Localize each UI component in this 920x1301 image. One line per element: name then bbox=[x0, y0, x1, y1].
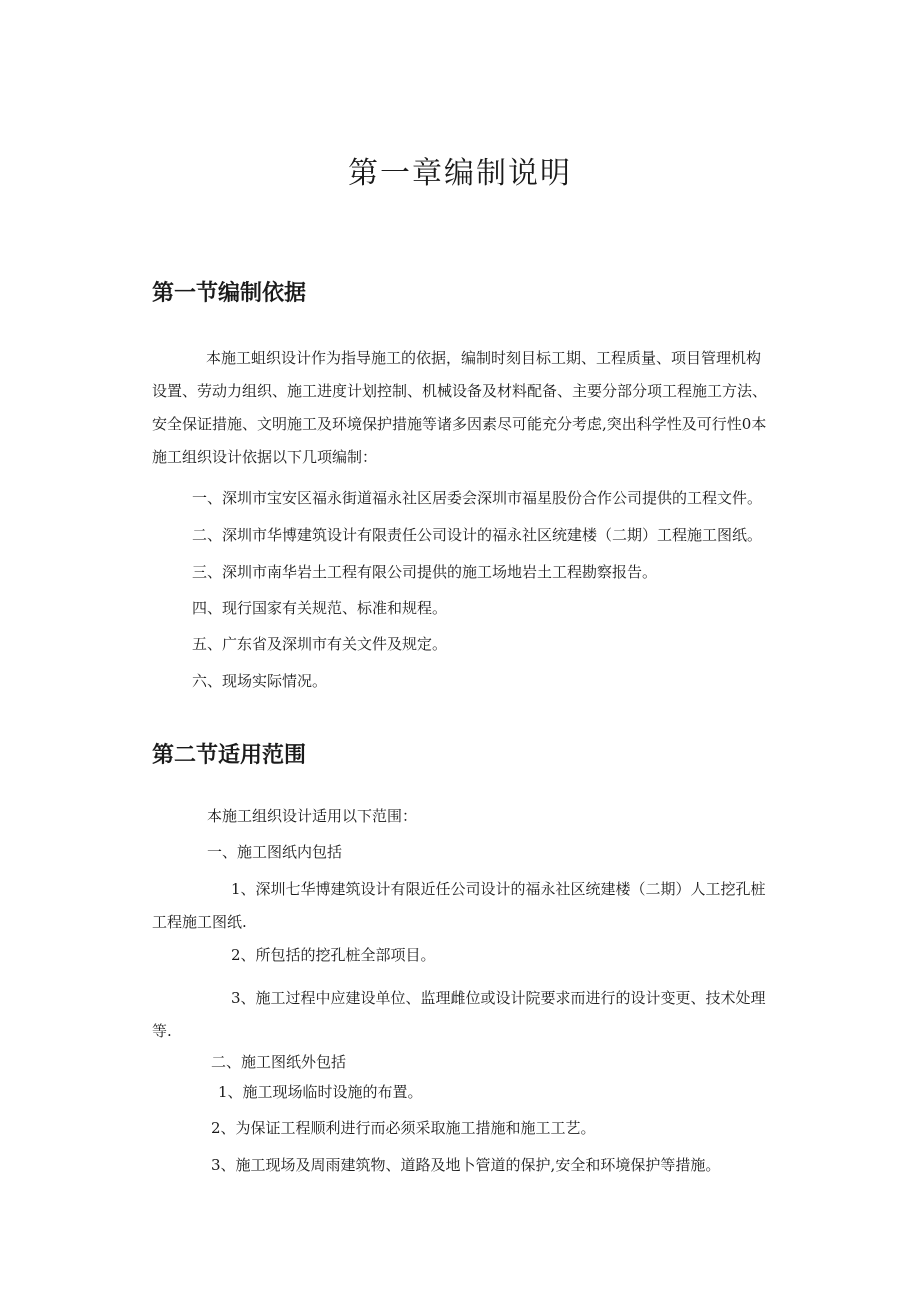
basis-item-1: 一、深圳市宝安区福永街道福永社区居委会深圳市福星股份合作公司提供的工程文件。 bbox=[192, 489, 763, 507]
section-1-intro: 本施工蛆织设计作为指导施工的依据，编制时刻目标工期、工程质量、项目管理机构设置、劳动力组织、施工进度计划控制、机械设备及材料配备、主要分部分项工程施工方法、安全保证措施、文明施工及环境保护措施等诸多因素尽可能充分考虑,突出科学性及可行性0本施工组织设计依据以下几项编制： bbox=[152, 349, 768, 466]
chapter-title: 第一章编制说明 bbox=[348, 156, 572, 191]
basis-item-5: 五、广东省及深圳市有关文件及规定。 bbox=[192, 635, 448, 653]
scope-intro: 本施工组织设计适用以下范围： bbox=[207, 807, 418, 825]
basis-item-2: 二、深圳市华博建筑设计有限责任公司设计的福永社区统建楼（二期）工程施工图纸。 bbox=[192, 526, 763, 544]
section-2-title: 第二节适用范围 bbox=[152, 743, 307, 768]
scope-part-1-item-2: 2、所包括的挖孔桩全部项目。 bbox=[231, 946, 436, 964]
scope-part-2-item-2: 2、为保证工程顺利进行而必须采取施工措施和施工工艺。 bbox=[211, 1119, 596, 1137]
scope-part-1-item-1: 1、深圳七华博建筑设计有限近任公司设计的福永社区统建楼（二期）人工挖孔桩工程施工图纸. bbox=[152, 880, 766, 931]
scope-part-2-heading: 二、施工图纸外包括 bbox=[211, 1053, 347, 1071]
section-1-title: 第一节编制依据 bbox=[152, 281, 307, 306]
scope-part-1-item-3: 3、施工过程中应建设单位、监理雌位或设计院要求而进行的设计变更、技术处理等. bbox=[152, 989, 766, 1040]
basis-item-6: 六、现场实际情况。 bbox=[192, 672, 328, 690]
scope-part-1-heading: 一、施工图纸内包括 bbox=[207, 843, 343, 861]
scope-part-2-item-1: 1、施工现场临时设施的布置。 bbox=[218, 1083, 423, 1101]
scope-part-2-item-3: 3、施工现场及周雨建筑物、道路及地卜管道的保护,安全和环境保护等措施。 bbox=[211, 1156, 721, 1174]
basis-item-4: 四、现行国家有关规范、标准和规程。 bbox=[192, 599, 448, 617]
basis-item-3: 三、深圳市南华岩土工程有限公司提供的施工场地岩土工程勘察报告。 bbox=[192, 563, 658, 581]
